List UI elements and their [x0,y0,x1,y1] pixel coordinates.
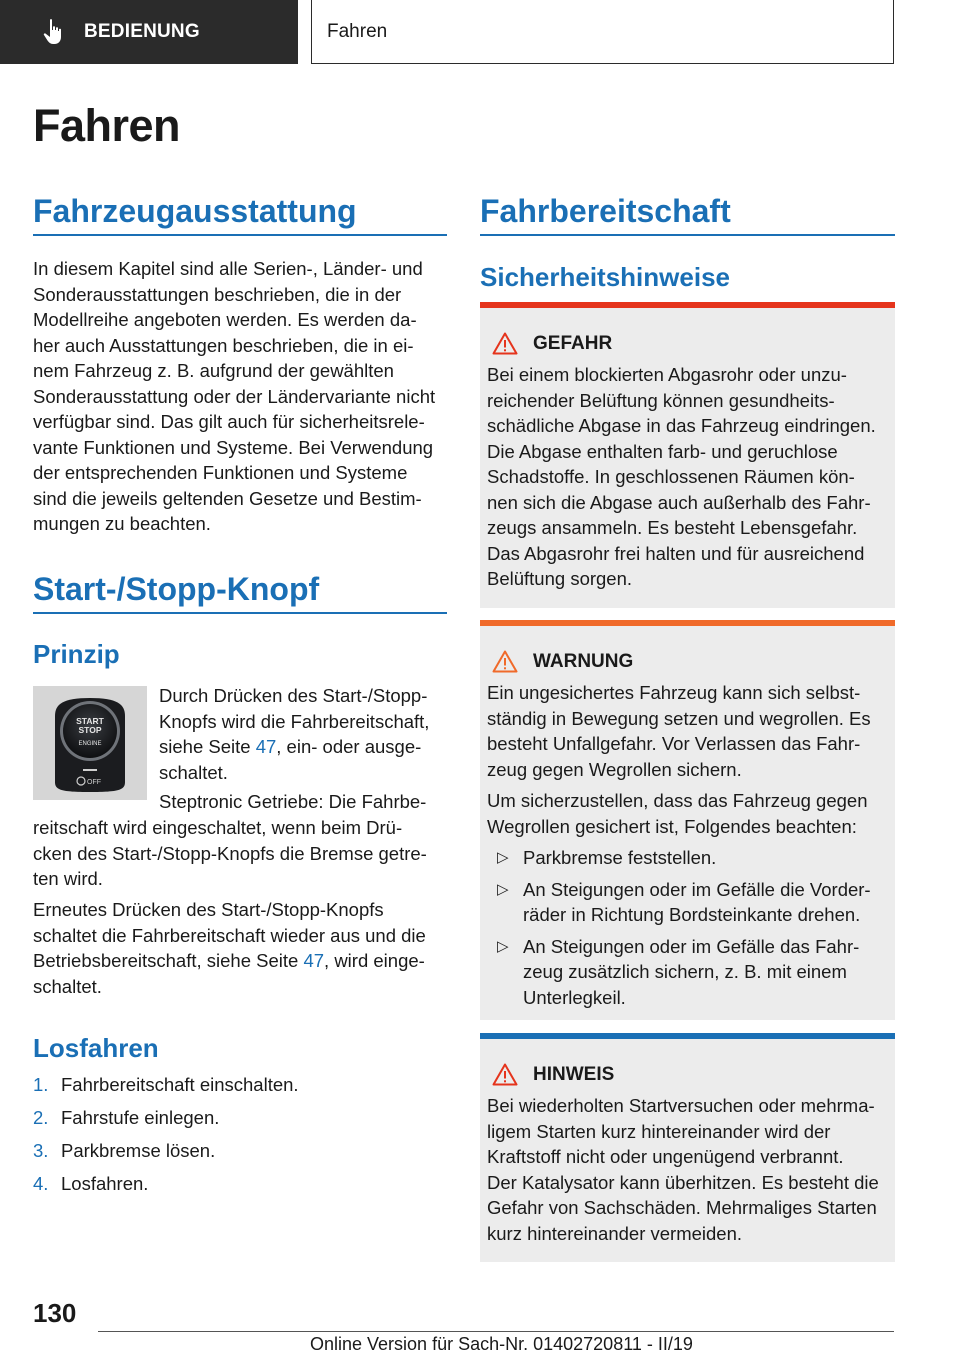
text-line: schaltet. [159,761,228,783]
text-line: Die Abgase enthalten farb- und geruchlose [487,440,838,462]
notice-title-text: HINWEIS [533,1064,615,1085]
notice-title [488,650,895,674]
list-item [33,1101,299,1134]
notice-title [488,1063,895,1087]
text-line: Bei einem blockierten Abgasrohr oder unzu‐ [487,364,847,385]
text-line: her auch Ausstattungen beschrieben, die in ei‐ [33,334,414,356]
step-text: Fahrbereitschaft einschalten. [61,1073,299,1095]
notice-body [480,362,895,592]
text-line: reitschaft wird eingeschaltet, wenn beim Drü‐ [33,817,403,838]
text-line: Bei wiederholten Startversuchen oder mehrma‐ [487,1095,875,1116]
button-label-off: OFF [87,779,101,786]
chapter-header [311,0,894,64]
notice-bar [480,302,895,308]
section-tab [0,0,298,64]
bullet-triangle-icon: ▷ [497,937,509,955]
start-stop-button-image [33,686,147,800]
text-line: Um sicherzustellen, dass das Fahrzeug gegen [487,790,868,811]
text-span: Betriebsbereitschaft, siehe Seite [33,950,304,971]
text-line: zeugs ansammeln. Es besteht Lebensgefahr. [487,517,858,538]
text-line: besteht Unfallgefahr. Vor Verlassen das Fahr‐ [487,733,861,754]
list-item [487,934,888,1011]
text-line: Steptronic Getriebe: Die Fahrbe‐ [159,791,427,812]
text-line: zeug gegen Wegrollen sichern. [487,758,742,780]
text-line: An Steigungen oder im Gefälle das Fahr‐ [523,935,860,957]
heading-fahrbereitschaft: Fahrbereitschaft [480,193,731,229]
text-line: Belüftung sorgen. [487,568,633,589]
bullet-triangle-icon: ▷ [497,849,509,866]
hand-pointer-icon [40,18,68,46]
text-line: ligem Starten kurz hintereinander wird der [487,1120,831,1142]
ausstattung-paragraph [33,256,435,537]
text-line [33,948,426,974]
text-line: Schadstoffe. In geschlossenen Räumen kön‐ [487,466,855,487]
text-line: mungen zu beachten. [33,513,211,534]
text-line: Modellreihe angeboten werden. Es werden da‐ [33,309,417,330]
button-label-engine: ENGINE [78,741,102,747]
heading-prinzip: Prinzip [33,639,120,669]
warning-notice [480,620,895,1020]
bullet-triangle-icon: ▷ [497,880,509,898]
text-line: räder in Richtung Bordsteinkante drehen. [523,904,861,925]
chapter-label: Fahren [327,20,388,42]
text-line: Durch Drücken des Start-/Stopp- [159,685,428,706]
notice-body [480,680,895,1010]
heading-start-stopp: Start-/Stopp-Knopf [33,571,320,607]
notice-body [480,1093,895,1246]
text-line: Der Katalysator kann überhitzen. Es besteht die [487,1171,879,1193]
text-span: , wird einge‐ [324,950,425,971]
text-line: Gefahr von Sachschäden. Mehrmaliges Starten [487,1197,877,1218]
notice-title [488,332,895,356]
page-link-47[interactable]: 47 [255,736,277,757]
text-line: kurz hintereinander vermeiden. [487,1222,743,1244]
step-text: Losfahren. [61,1172,149,1194]
step-text: Fahrstufe einlegen. [61,1106,220,1128]
text-line: nem Fahrzeug z. B. aufgrund der gewählten [33,360,394,381]
step-text: Parkbremse lösen. [61,1139,216,1161]
list-item [33,1068,299,1101]
text-line: Wegrollen gesichert ist, Folgendes beachten: [487,815,857,837]
notice-bar [480,620,895,626]
text-line: In diesem Kapitel sind alle Serien-, Länder- und [33,258,423,279]
list-item [487,877,888,928]
text-line: Parkbremse feststellen. [523,847,717,868]
warning-triangle-icon [488,650,522,674]
text-line: schädliche Abgase in das Fahrzeug eindringen. [487,415,876,436]
text-line: verfügbar sind. Das gilt auch für sicherheitsrele‐ [33,411,425,432]
text-line: ten wird. [33,868,103,889]
text-line: Erneutes Drücken des Start-/Stopp-Knopfs [33,899,384,920]
prinzip-paragraph-2 [33,815,427,892]
text-span: , ein- oder ausge‐ [276,736,422,757]
page-number: 130 [33,1298,77,1328]
text-line: Sonderausstattung oder der Ländervariante nicht [33,385,436,407]
heading-sicherheitshinweise: Sicherheitshinweise [480,262,730,292]
step-number: 1. [33,1073,49,1095]
footer-rule [98,1331,894,1332]
prinzip-paragraph-2-start [159,789,426,815]
text-line: An Steigungen oder im Gefälle die Vorder‐ [523,878,871,900]
text-line: schaltet. [33,975,102,997]
text-line: zeug zusätzlich sichern, z. B. mit einem [523,961,847,982]
text-line: der entsprechenden Funktionen und Systeme [33,462,408,483]
text-line [159,734,429,760]
warning-triangle-icon [488,1063,522,1087]
list-item [33,1167,299,1200]
heading-losfahren: Losfahren [33,1033,159,1063]
heading-rule [480,234,895,236]
text-line: reichender Belüftung können gesundheits‐ [487,389,835,411]
text-line: ständig in Bewegung setzen und wegrollen. Es [487,707,871,729]
list-item [487,845,888,871]
steps-list [33,1068,299,1200]
online-version-note: Online Version für Sach-Nr. 01402720811 - II/19 [310,1334,693,1354]
page-link-47[interactable]: 47 [303,950,325,971]
info-notice [480,1033,895,1262]
step-number: 4. [33,1172,49,1194]
text-line: cken des Start-/Stopp-Knopfs die Bremse getre‐ [33,842,427,864]
text-line: schaltet die Fahrbereitschaft wieder aus und die [33,924,426,946]
text-line: Knopfs wird die Fahrbereitschaft, [159,710,430,732]
warning-triangle-icon [488,332,522,356]
text-line: vante Funktionen und Systeme. Bei Verwendung [33,436,434,458]
text-line: sind die jeweils geltenden Gesetze und Bestim‐ [33,487,422,509]
button-label-stop: STOP [78,725,102,735]
step-number: 3. [33,1139,49,1161]
heading-rule [33,234,447,236]
prinzip-paragraph-1 [159,683,429,785]
notice-title-text: GEFAHR [533,333,613,354]
text-line: Kraftstoff nicht oder ungenügend verbrannt. [487,1146,844,1167]
text-line: Sonderausstattungen beschrieben, die in der [33,283,402,305]
heading-fahrzeugausstattung: Fahrzeugausstattung [33,193,357,229]
text-line: Ein ungesichertes Fahrzeug kann sich selbst‐ [487,682,861,703]
notice-title-text: WARNUNG [533,651,634,672]
page-title: Fahren [33,100,181,151]
text-line: nen sich die Abgase auch außerhalb des Fahr‐ [487,491,871,513]
notice-bar [480,1033,895,1039]
list-item [33,1134,299,1167]
step-number: 2. [33,1106,49,1128]
section-label: BEDIENUNG [84,21,200,42]
danger-notice [480,302,895,608]
text-span: siehe Seite [159,736,256,757]
button-label-start: START [76,716,104,726]
text-line: Das Abgasrohr frei halten und für ausreichend [487,542,865,564]
text-line: Unterlegkeil. [523,986,626,1008]
prinzip-paragraph-3 [33,897,426,999]
heading-rule [33,612,447,614]
